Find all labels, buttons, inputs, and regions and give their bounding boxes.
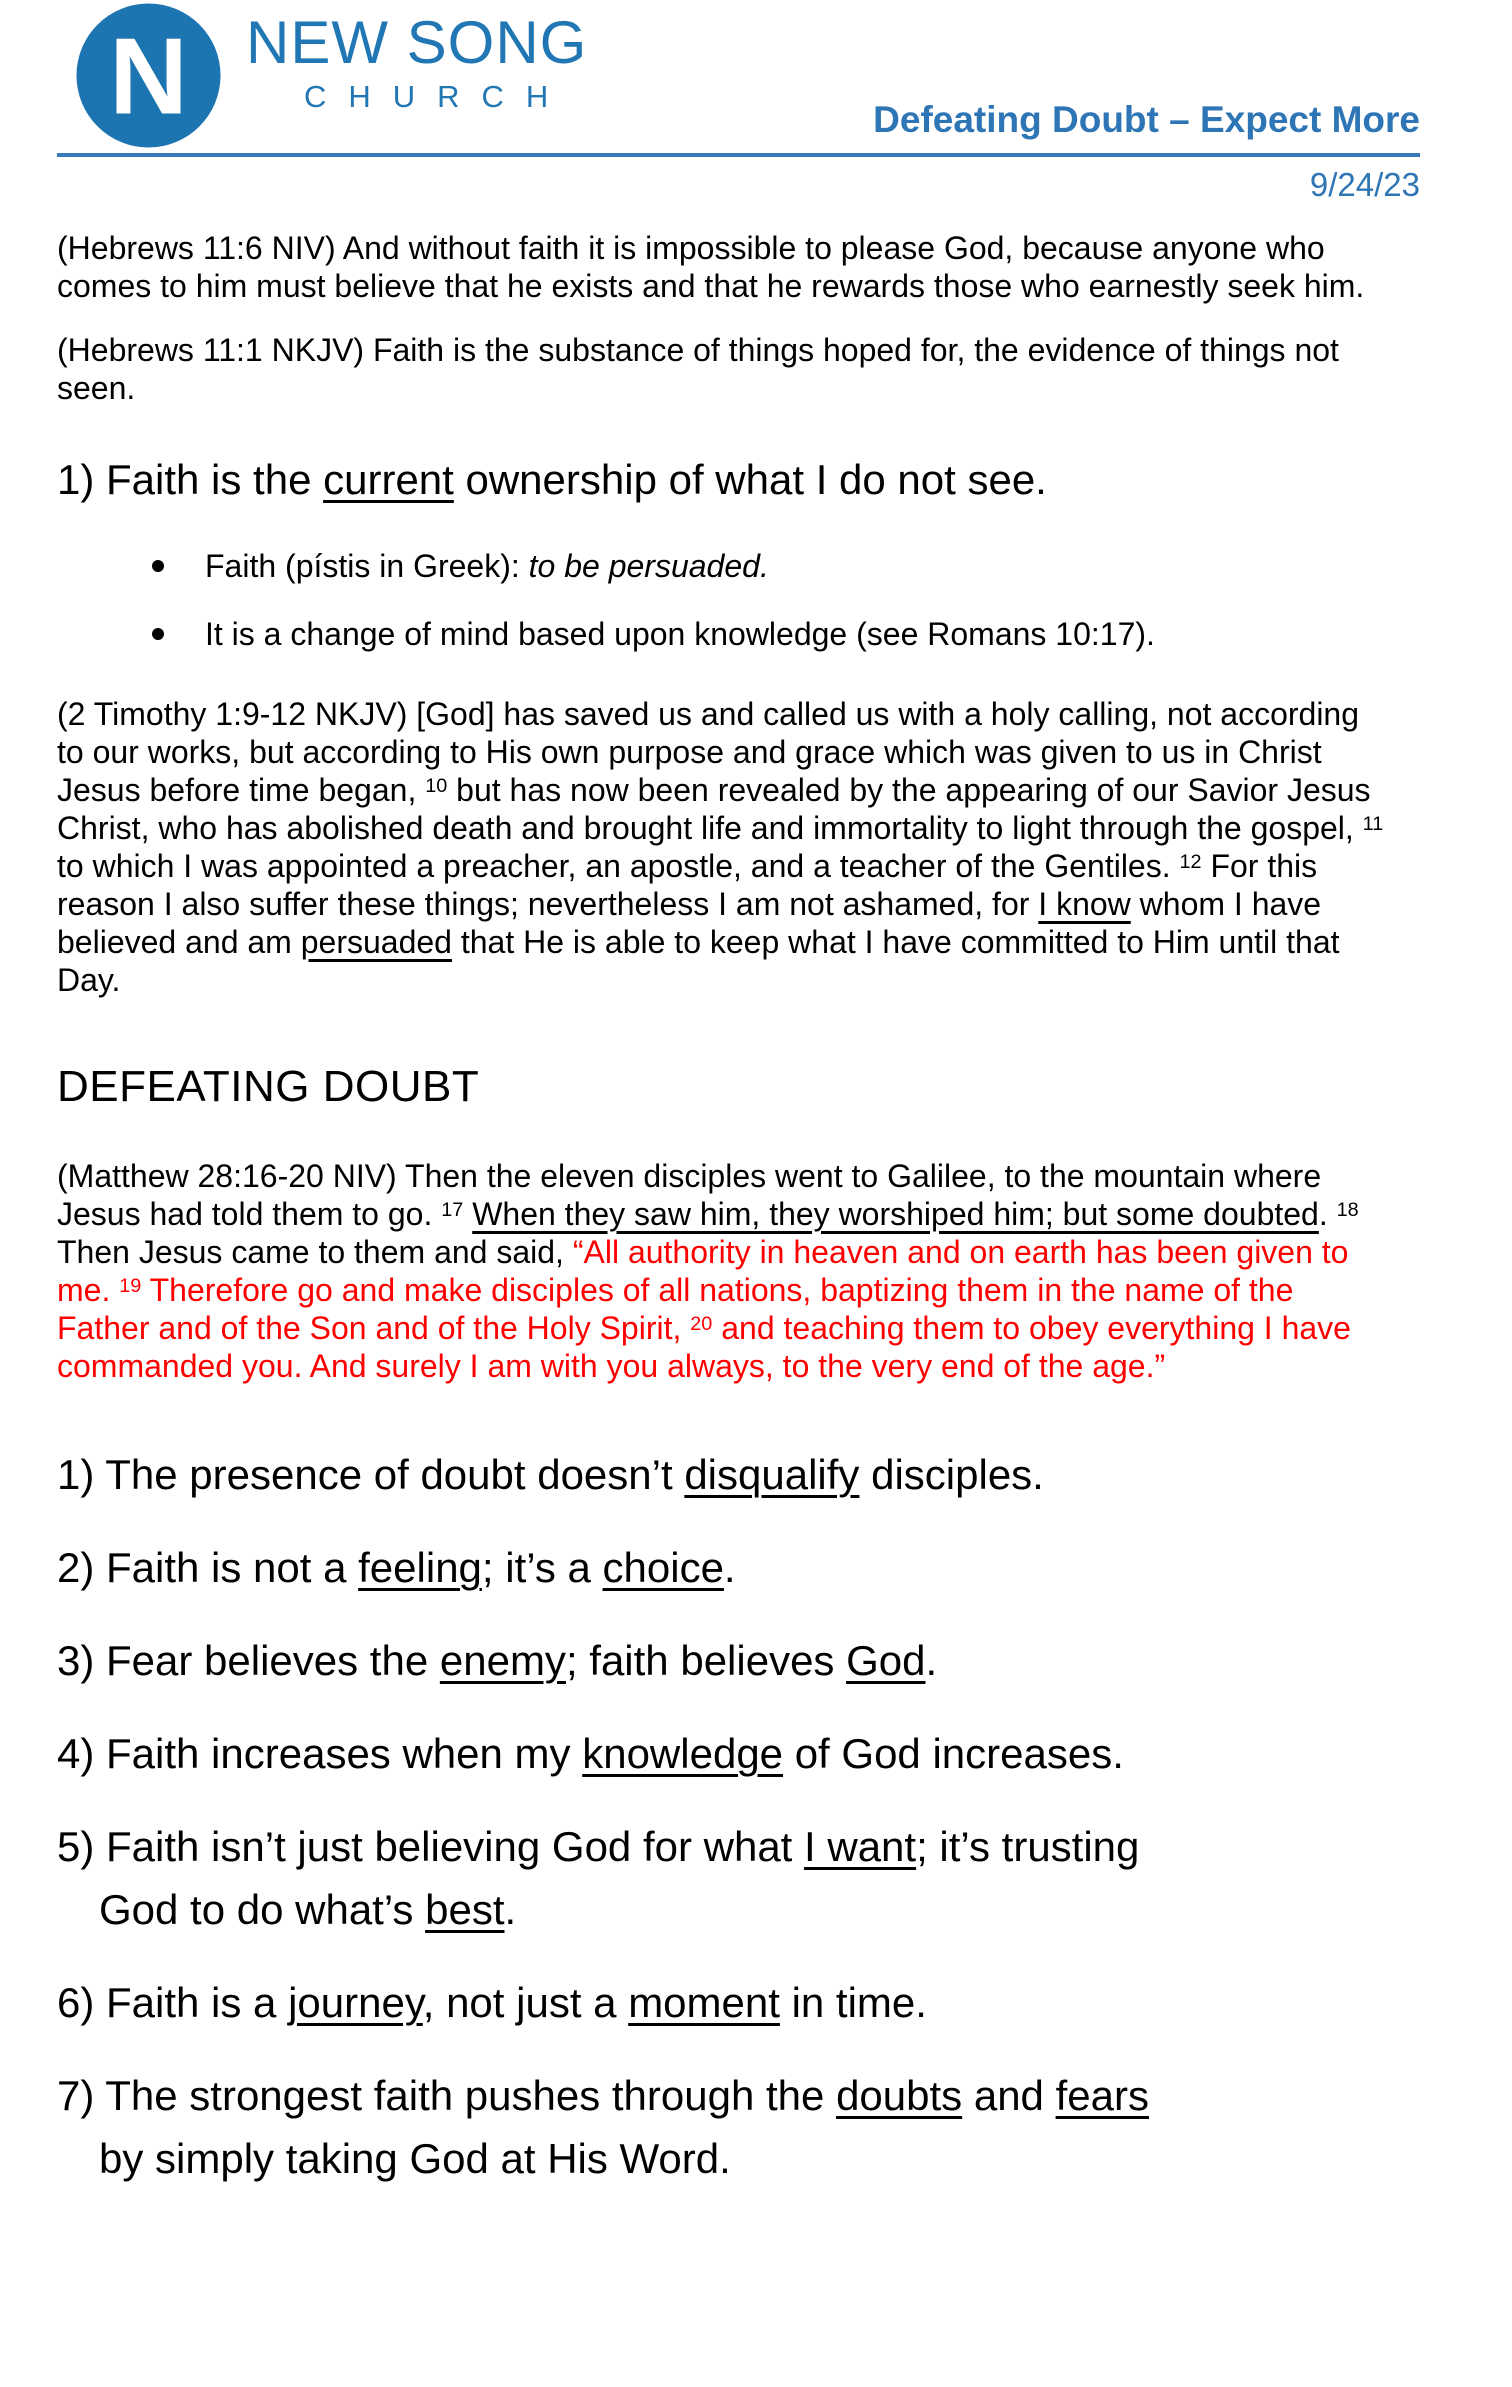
scripture-hebrews-11-1: (Hebrews 11:1 NKJV) Faith is the substance of things hoped for, the evidence of things not seen. <box>57 332 1339 406</box>
sermon-point-3: 3) Fear believes the enemy; faith believes God. <box>57 1637 938 1684</box>
bullet-item-text: It is a change of mind based upon knowledge (see Romans 10:17). <box>205 616 1155 652</box>
section-heading-defeating-doubt: DEFEATING DOUBT <box>57 1062 480 1111</box>
logo-wordmark-name: NEW SONG <box>246 9 588 76</box>
bullet-item-change-of-mind <box>57 615 1392 653</box>
sermon-date: 9/24/23 <box>1309 166 1420 203</box>
scripture-matthew: (Matthew 28:16-20 NIV) Then the eleven disciples went to Galilee, to the mountain where Jesus had told them to go. $^{17}$ When they saw him, they worshiped him; but some doubted. $^{18}$ Then Jesus came to them and said, “All authority in heaven and on earth has been given to me. $^{19}$ Therefore go and make disciples of all nations, baptizing them in the name of the Father and of the Son and of the Holy Spirit, $^{20}$ and teaching them to obey everything I have commanded you. And surely I am with you always, to the very end of the age.” <box>57 1158 1359 1384</box>
header-divider <box>57 153 1420 157</box>
sermon-point-7: 7) The strongest faith pushes through the doubts and fears by simply taking God at His Word. <box>57 2072 1149 2182</box>
sermon-notes-body <box>57 229 1392 2190</box>
sermon-points-list <box>57 1443 1392 2190</box>
sermon-title: Defeating Doubt – Expect More <box>873 99 1420 140</box>
sermon-point-4: 4) Faith increases when my knowledge of God increases. <box>57 1730 1124 1777</box>
scripture-2-timothy: (2 Timothy 1:9-12 NKJV) [God] has saved us and called us with a holy calling, not according to our works, but according to His own purpose and grace which was given to us in Christ Jesus before time began, $^{10}$ but has now been revealed by the appearing of our Savior Jesus Christ, who has abolished death and brought life and immortality to light through the gospel, $^{11}$ to which I was appointed a preacher, an apostle, and a teacher of the Gentiles. $^{12}$ For this reason I also suffer these things; nevertheless I am not ashamed, for I know whom I have believed and am persuaded that He is able to keep what I have committed to Him until that Day. <box>57 696 1384 998</box>
sermon-point-5: 5) Faith isn’t just believing God for what I want; it’s trusting God to do what’s best. <box>57 1823 1140 1933</box>
bullet-item-text: Faith (pístis in Greek): to be persuaded. <box>205 548 769 584</box>
bullet-dot-icon <box>152 560 164 572</box>
sermon-point-2: 2) Faith is not a feeling; it’s a choice. <box>57 1544 736 1591</box>
logo-n-letter: N <box>109 16 188 138</box>
bullet-item-pistis <box>57 547 1392 585</box>
bullet-dot-icon <box>152 628 164 640</box>
scripture-hebrews-11-6: (Hebrews 11:6 NIV) And without faith it is impossible to please God, because anyone who comes to him must believe that he exists and that he rewards those who earnestly seek him. <box>57 230 1365 304</box>
church-logo <box>75 2 587 149</box>
new-song-n-icon <box>75 2 222 149</box>
logo-wordmark-church: CHURCH <box>304 79 571 114</box>
point-faith-current-ownership: 1) Faith is the current ownership of what I do not see. <box>57 456 1047 503</box>
logo-wordmark <box>246 2 587 149</box>
sermon-point-1: 1) The presence of doubt doesn’t disqualify disciples. <box>57 1451 1044 1498</box>
sermon-point-6: 6) Faith is a journey, not just a moment in time. <box>57 1979 927 2026</box>
definition-bullet-list <box>57 547 1392 653</box>
document-header <box>57 0 1420 205</box>
header-top-row <box>57 2 1420 149</box>
